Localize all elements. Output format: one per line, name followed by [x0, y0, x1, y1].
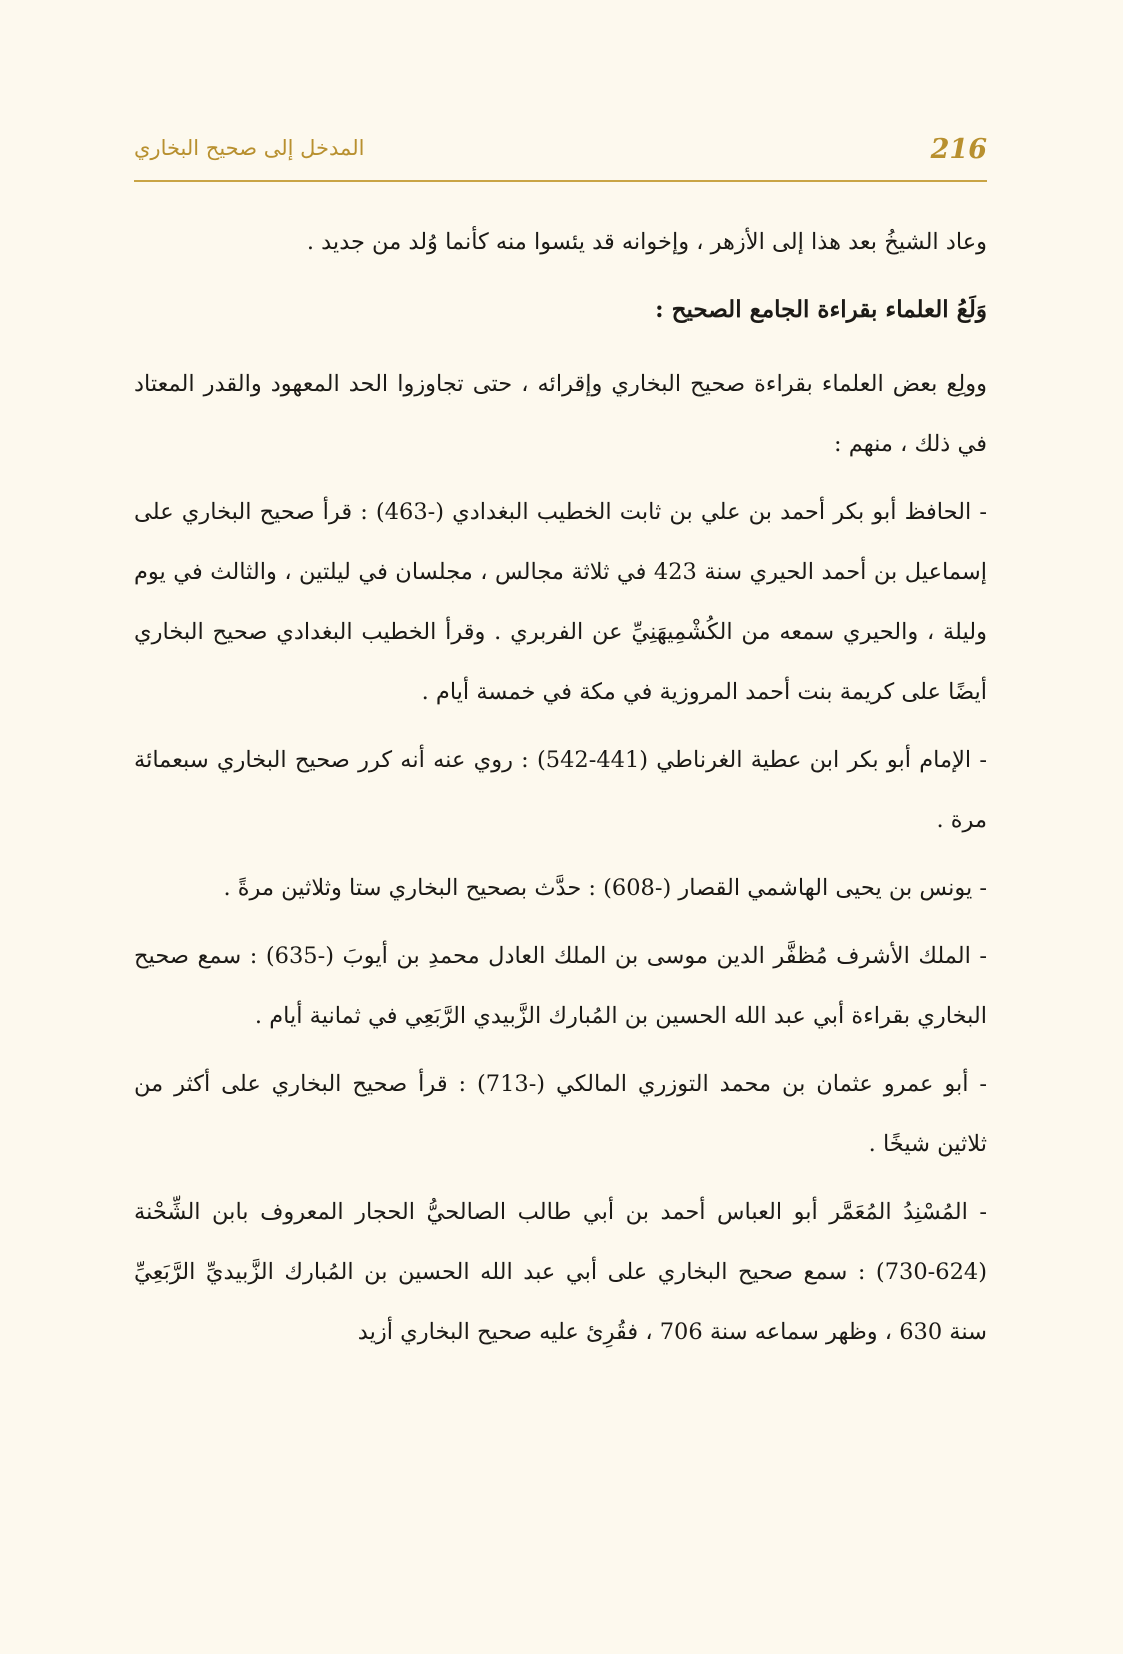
page-number: 216 [930, 134, 987, 165]
paragraph-intro: وولِع بعض العلماء بقراءة صحيح البخاري وإقرائه ، حتى تجاوزوا الحد المعهود والقدر المعتاد في ذلك ، منهم : [134, 371, 987, 457]
book-title: المدخل إلى صحيح البخاري [134, 136, 365, 160]
page-body [134, 212, 987, 1370]
section-heading: وَلَعُ العلماء بقراءة الجامع الصحيح : [655, 296, 987, 323]
list-item-al-malik-al-ashraf: - الملك الأشرف مُظفَّر الدين موسى بن الملك العادل محمدِ بن أيوبَ (-635) : سمع صحيح البخاري بقراءة أبي عبد الله الحسين بن المُبارك الزَّبيدي الرَّبَعِي في ثمانية أيام . [134, 943, 988, 1029]
list-item-yunus-al-qassar: - يونس بن يحيى الهاشمي القصار (-608) : حدَّث بصحيح البخاري ستا وثلاثين مرةً . [223, 875, 987, 901]
running-header [134, 132, 987, 176]
paragraph-return-to-azhar: وعاد الشيخُ بعد هذا إلى الأزهر ، وإخوانه قد يئسوا منه كأنما وُلد من جديد . [306, 229, 987, 255]
header-divider [134, 180, 987, 182]
list-item-ibn-atiyya: - الإمام أبو بكر ابن عطية الغرناطي (441-542) : روي عنه أنه كرر صحيح البخاري سبعمائة مرة . [134, 747, 987, 833]
list-item-ibn-al-shihna: - المُسْنِدُ المُعَمَّر أبو العباس أحمد بن أبي طالب الصالحيُّ الحجار المعروف بابن الشِّحْنة (624-730) : سمع صحيح البخاري على أبي عبد الله الحسين بن المُبارك الزَّبيديِّ الرَّبَعِيِّ سنة 630 ، وظهر سماعه سنة 706 ، فقُرِئ عليه صحيح البخاري أزيد [134, 1199, 987, 1345]
list-item-khatib-baghdadi: - الحافظ أبو بكر أحمد بن علي بن ثابت الخطيب البغدادي (-463) : قرأ صحيح البخاري على إسماعيل بن أحمد الحيري سنة 423 في ثلاثة مجالس ، مجلسان في ليلتين ، والثالث في يوم وليلة ، والحيري سمعه من الكُشْمِيهَنِيِّ عن الفربري . وقرأ الخطيب البغدادي صحيح البخاري أيضًا على كريمة بنت أحمد المروزية في مكة في خمسة أيام . [134, 499, 987, 705]
book-page [134, 0, 987, 1654]
list-item-al-tawzari: - أبو عمرو عثمان بن محمد التوزري المالكي (-713) : قرأ صحيح البخاري على أكثر من ثلاثين شيخًا . [134, 1071, 987, 1157]
